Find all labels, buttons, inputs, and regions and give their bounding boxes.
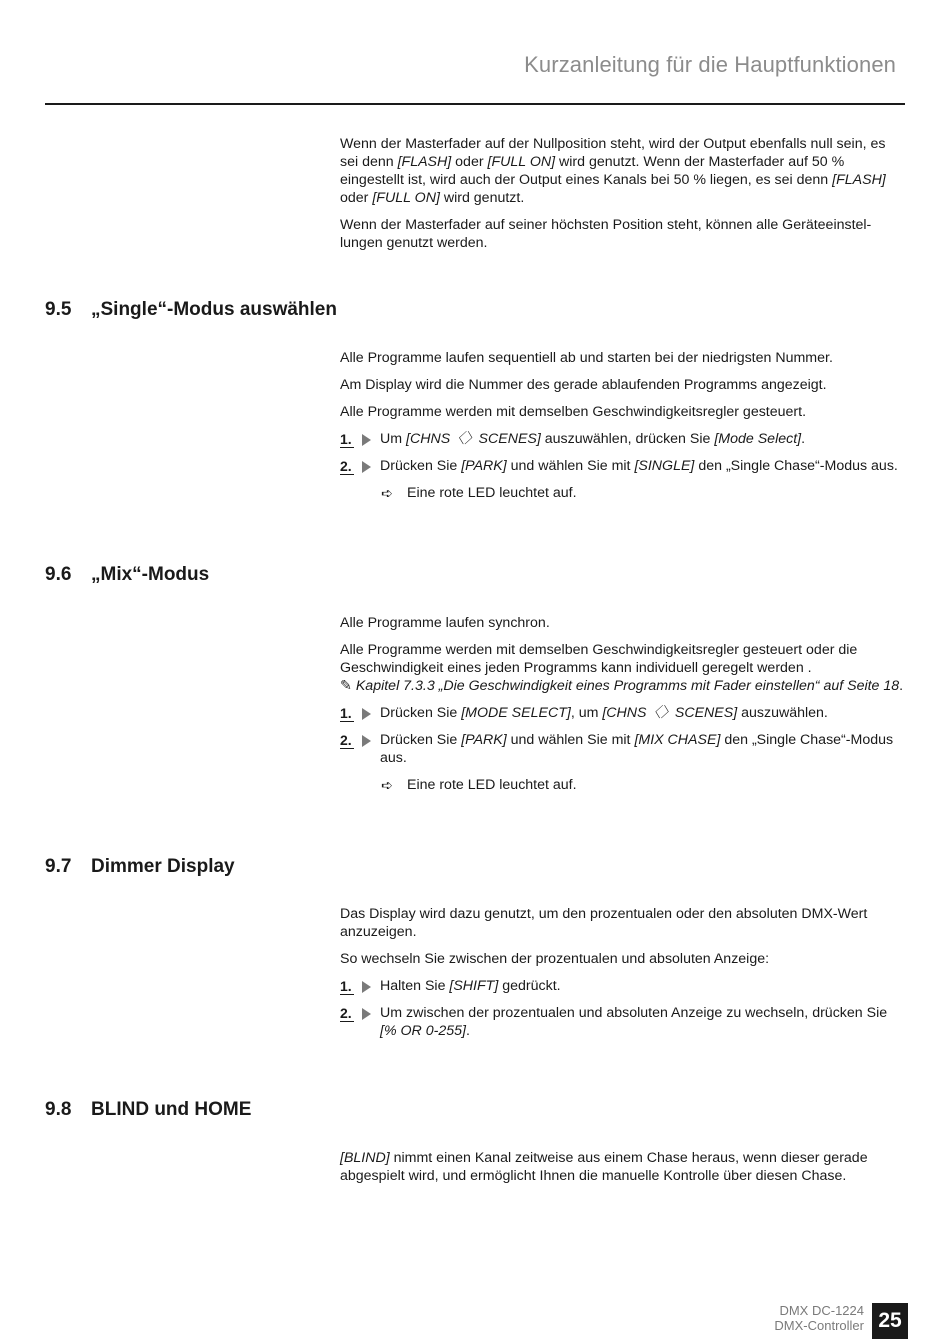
- step-1: 1. Drücken Sie [MODE SELECT], um [CHNS〈〉SCENES] auszuwählen.: [340, 705, 828, 721]
- step-1: 1. Halten Sie [SHIFT] gedrückt.: [340, 978, 561, 994]
- step-number: 2.: [340, 458, 352, 474]
- intro-block: [340, 135, 906, 261]
- paragraph: Alle Programme laufen synchron.: [340, 615, 550, 631]
- step-2: 2. Drücken Sie [PARK] und wählen Sie mit [SINGLE] den „Single Chase“-Modus aus.: [340, 458, 898, 474]
- intro-paragraph-1: Wenn der Masterfader auf der Nullposition steht, wird der Output ebenfalls null sein, es sei denn [FLASH] oder [FULL ON] wird genutzt. Wenn der Masterfader auf 50 % eingestellt ist, wird auch der Output eines Kanals bei 50 % liegen, es sei denn [FLASH] oder [FULL ON] wird genutzt.: [340, 136, 886, 206]
- paragraph: [BLIND] nimmt einen Kanal zeitweise aus einem Chase heraus, wenn dieser gerade abgespielt wird, und ermöglicht Ihnen die manuelle Kontrolle über diesen Chase.: [340, 1150, 868, 1184]
- step-arrow-icon: [362, 1008, 371, 1020]
- footer-product: DMX-Controller: [774, 1318, 864, 1333]
- result-arrow-icon: ➪: [381, 777, 393, 793]
- section-heading-9-8: 9.8 BLIND und HOME: [45, 1099, 252, 1120]
- step-2: 2. Drücken Sie [PARK] und wählen Sie mit [MIX CHASE] den „Single Chase“-Modus aus.: [340, 732, 894, 766]
- step-arrow-icon: [362, 461, 371, 473]
- cross-reference-icon: ✎: [340, 678, 352, 694]
- section-heading-9-7: 9.7 Dimmer Display: [45, 856, 235, 877]
- section-heading-9-6: 9.6 „Mix“-Modus: [45, 564, 210, 585]
- step-2: 2. Um zwischen der prozentualen und absoluten Anzeige zu wechseln, drücken Sie [% OR 0-255].: [340, 1005, 888, 1039]
- footer-product-info: [774, 1303, 864, 1333]
- header-rule: [45, 103, 905, 105]
- step-number: 2.: [340, 1005, 352, 1021]
- section-9-5-body: [340, 349, 906, 511]
- step-number: 1.: [340, 705, 352, 721]
- paragraph: So wechseln Sie zwischen der prozentualen und absoluten Anzeige:: [340, 951, 770, 967]
- step-arrow-icon: [362, 735, 371, 747]
- step-number: 1.: [340, 431, 352, 447]
- step-result: ➪ Eine rote LED leuchtet auf.: [381, 777, 577, 793]
- cross-reference-link[interactable]: Kapitel 7.3.3 „Die Geschwindigkeit eines Programms mit Fader einstellen“ auf Seite 18: [355, 678, 900, 694]
- step-result: ➪ Eine rote LED leuchtet auf.: [381, 485, 577, 501]
- paragraph: Alle Programme werden mit demselben Geschwindigkeitsregler gesteuert.: [340, 404, 807, 420]
- step-arrow-icon: [362, 434, 371, 446]
- paragraph: Alle Programme laufen sequentiell ab und starten bei der niedrigsten Nummer.: [340, 350, 833, 366]
- footer-model: DMX DC-1224: [779, 1303, 864, 1318]
- paragraph: Am Display wird die Nummer des gerade ablaufenden Programms angezeigt.: [340, 377, 827, 393]
- intro-paragraph-2: Wenn der Masterfader auf seiner höchsten Position steht, können alle Geräteeinstel-lungen genutzt werden.: [340, 217, 872, 251]
- page-header-title: Kurzanleitung für die Hauptfunktionen: [524, 52, 896, 77]
- result-arrow-icon: ➪: [381, 485, 393, 501]
- paragraph: Alle Programme werden mit demselben Geschwindigkeitsregler gesteuert oder die Geschwindigkeit eines jeden Programms kann individuell geregelt werden . ✎ Kapitel 7.3.3 „Die Geschwindigkeit eines Programms mit Fader einstellen“ auf Seite 18.: [340, 642, 904, 694]
- step-number: 1.: [340, 978, 352, 994]
- section-9-8-body: [340, 1149, 906, 1194]
- step-arrow-icon: [362, 708, 371, 720]
- step-1: 1. Um [CHNS〈〉SCENES] auszuwählen, drücken Sie [Mode Select].: [340, 431, 806, 447]
- section-9-7-body: [340, 905, 906, 1049]
- section-heading-9-5: 9.5 „Single“-Modus auswählen: [45, 299, 337, 320]
- page-number: 25: [872, 1303, 908, 1339]
- step-arrow-icon: [362, 981, 371, 993]
- step-number: 2.: [340, 732, 352, 748]
- section-9-6-body: [340, 614, 906, 803]
- paragraph: Das Display wird dazu genutzt, um den prozentualen oder den absoluten DMX-Wert anzuzeigen.: [340, 906, 868, 940]
